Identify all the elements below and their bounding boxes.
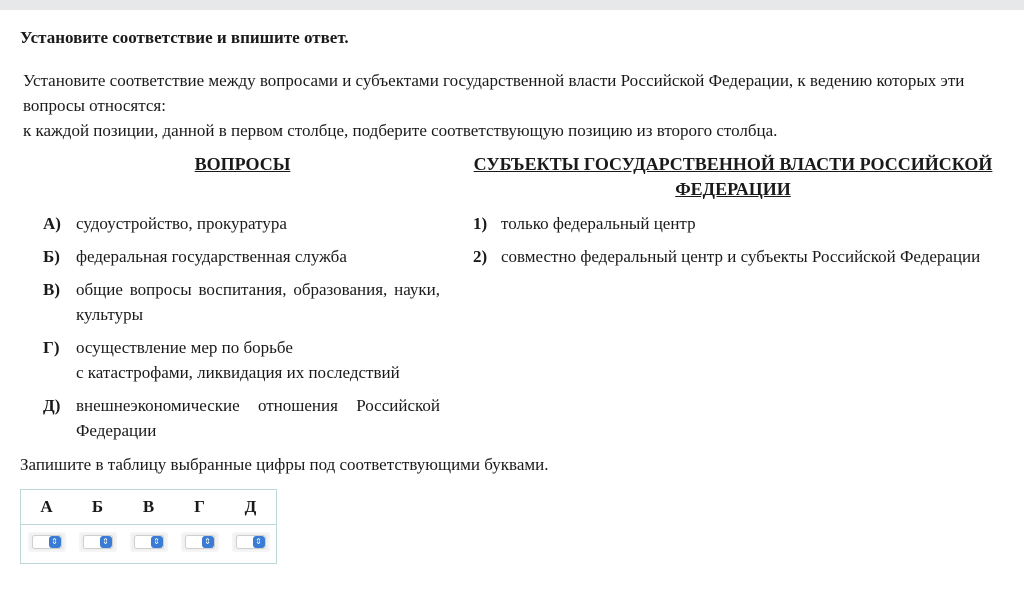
left-items-list: [43, 211, 440, 451]
left-item-g: [43, 335, 440, 385]
answer-cell-a: [21, 525, 73, 564]
up-down-chevron-icon[interactable]: ⇕: [253, 536, 265, 548]
item-text: общие вопросы воспитания, образования, науки, культуры: [76, 280, 440, 324]
up-down-chevron-icon[interactable]: ⇕: [100, 536, 112, 548]
answer-table: [20, 489, 277, 564]
question-line-2: к каждой позиции, данной в первом столбце, подберите соответствующую позицию из второго столбца.: [23, 121, 778, 140]
question-text: [23, 68, 998, 143]
answer-select-g[interactable]: [181, 532, 219, 552]
item-marker: В): [43, 280, 60, 299]
answer-header-d: Д: [225, 490, 277, 525]
question-line-1: Установите соответствие между вопросами и субъектами государственной власти Российской Федерации, к ведению которых эти вопросы относятся:: [23, 71, 965, 115]
left-item-v: [43, 277, 440, 327]
answer-cell-g: [174, 525, 225, 564]
right-item-2: [473, 244, 992, 269]
right-item-1: [473, 211, 992, 236]
item-marker: Д): [43, 396, 61, 415]
item-text: совместно федеральный центр и субъекты Российской Федерации: [501, 247, 981, 266]
item-text-line-1: осуществление мер по борьбе: [76, 338, 293, 357]
item-text: только федеральный центр: [501, 214, 696, 233]
answer-header-v: В: [123, 490, 174, 525]
item-marker: Б): [43, 247, 60, 266]
answer-cell-v: [123, 525, 174, 564]
item-marker: А): [43, 214, 61, 233]
item-marker: Г): [43, 338, 60, 357]
item-text: внешнеэкономические отношения Российской Федерации: [76, 396, 440, 440]
right-items-list: [473, 211, 992, 277]
answer-select-b[interactable]: [79, 532, 117, 552]
item-text: судоустройство, прокуратура: [76, 214, 287, 233]
right-column-header: СУБЪЕКТЫ ГОСУДАРСТВЕННОЙ ВЛАСТИ РОССИЙСКОЙ ФЕДЕРАЦИИ: [473, 154, 993, 199]
up-down-chevron-icon[interactable]: ⇕: [151, 536, 163, 548]
up-down-chevron-icon[interactable]: ⇕: [202, 536, 214, 548]
answer-select-d[interactable]: [232, 532, 270, 552]
answer-header-b: Б: [72, 490, 123, 525]
left-item-a: [43, 211, 440, 236]
item-text-line-2: с катастрофами, ликвидация их последствий: [76, 363, 400, 382]
left-column-header: ВОПРОСЫ: [194, 154, 291, 174]
answer-prompt: Запишите в таблицу выбранные цифры под соответствующими буквами.: [20, 455, 549, 474]
answer-cell-d: [225, 525, 277, 564]
answer-cell-b: [72, 525, 123, 564]
task-instruction: Установите соответствие и впишите ответ.: [20, 28, 349, 47]
left-item-b: [43, 244, 440, 269]
answer-header-a: А: [21, 490, 73, 525]
item-text: [76, 335, 440, 385]
up-down-chevron-icon[interactable]: ⇕: [49, 536, 61, 548]
left-item-d: [43, 393, 440, 443]
answer-select-a[interactable]: [28, 532, 66, 552]
top-bar: [0, 0, 1024, 10]
answer-header-g: Г: [174, 490, 225, 525]
item-marker: 1): [473, 214, 488, 233]
answer-select-v[interactable]: [130, 532, 168, 552]
item-marker: 2): [473, 247, 488, 266]
item-text: федеральная государственная служба: [76, 247, 347, 266]
